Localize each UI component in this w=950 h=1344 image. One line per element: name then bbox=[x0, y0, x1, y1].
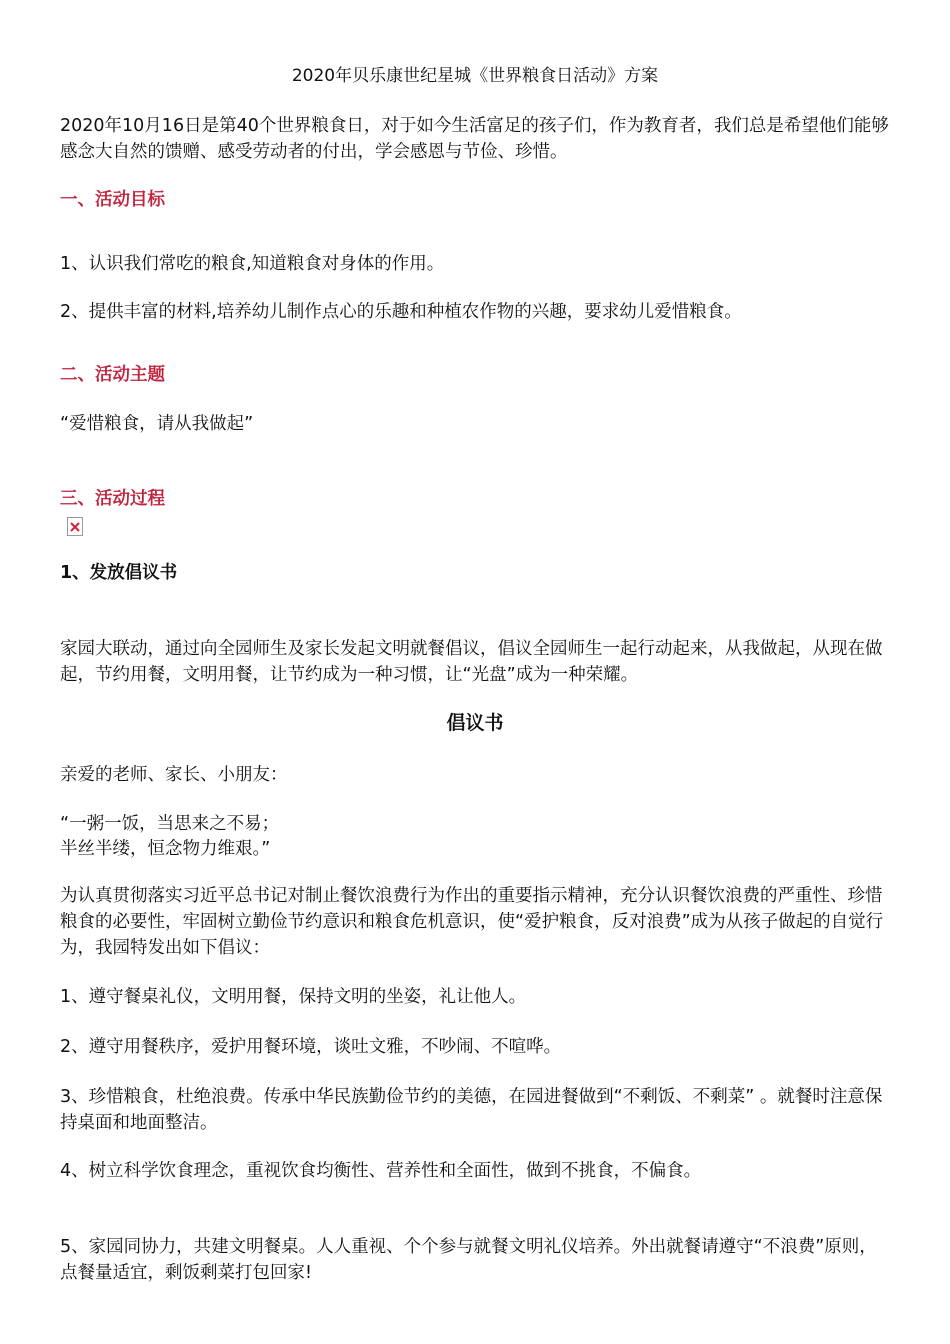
intro-paragraph: 2020年10月16日是第40个世界粮食日，对于如今生活富足的孩子们，作为教育者，我们总是希望他们能够感念大自然的馈赠、感受劳动者的付出，学会感恩与节俭、珍惜。 bbox=[60, 116, 889, 162]
section-heading-process: 三、活动过程 bbox=[60, 489, 165, 509]
proposal-salutation: 亲爱的老师、家长、小朋友： bbox=[60, 765, 288, 785]
proposal-item-2: 2、遵守用餐秩序，爱护用餐环境，谈吐文雅，不吵闹、不喧哗。 bbox=[60, 1037, 562, 1057]
proposal-item-3: 3、珍惜粮食，杜绝浪费。传承中华民族勤俭节约的美德，在园进餐做到“不剩饭、不剩菜” 。就餐时注意保持桌面和地面整洁。 bbox=[60, 1087, 883, 1133]
section-heading-goals: 一、活动目标 bbox=[60, 190, 165, 210]
goal-item-1: 1、认识我们常吃的粮食,知道粮食对身体的作用。 bbox=[60, 254, 445, 274]
proposal-intro: 为认真贯彻落实习近平总书记对制止餐饮浪费行为作出的重要指示精神，充分认识餐饮浪费的严重性、珍惜粮食的必要性，牢固树立勤俭节约意识和粮食危机意识，使“爱护粮食，反对浪费”成为从孩子做起的自觉行为，我园特发出如下倡议： bbox=[60, 886, 884, 958]
broken-image-icon bbox=[67, 517, 83, 536]
proposal-item-5: 5、家园同协力，共建文明餐桌。人人重视、个个参与就餐文明礼仪培养。外出就餐请遵守“不浪费”原则，点餐量适宜，剩饭剩菜打包回家! bbox=[60, 1237, 877, 1283]
section-heading-theme: 二、活动主题 bbox=[60, 365, 165, 385]
step-1-paragraph: 家园大联动，通过向全园师生及家长发起文明就餐倡议，倡议全园师生一起行动起来，从我做起，从现在做起，节约用餐，文明用餐，让节约成为一种习惯，让“光盘”成为一种荣耀。 bbox=[60, 639, 883, 685]
step-heading-1: 1、发放倡议书 bbox=[60, 563, 178, 583]
quote-line-2: 半丝半缕，恒念物力维艰。” bbox=[60, 839, 271, 859]
proposal-item-4: 4、树立科学饮食理念，重视饮食均衡性、营养性和全面性，做到不挑食，不偏食。 bbox=[60, 1161, 702, 1181]
theme-slogan: “爱惜粮食，请从我做起” bbox=[60, 414, 254, 434]
proposal-item-1: 1、遵守餐桌礼仪，文明用餐，保持文明的坐姿，礼让他人。 bbox=[60, 987, 527, 1007]
document-title: 2020年贝乐康世纪星城《世界粮食日活动》方案 bbox=[291, 66, 659, 86]
goal-item-2: 2、提供丰富的材料,培养幼儿制作点心的乐趣和种植农作物的兴趣，要求幼儿爱惜粮食。 bbox=[60, 302, 742, 322]
quote-line-1: “一粥一饭，当思来之不易； bbox=[60, 814, 280, 834]
proposal-title: 倡议书 bbox=[446, 712, 504, 734]
